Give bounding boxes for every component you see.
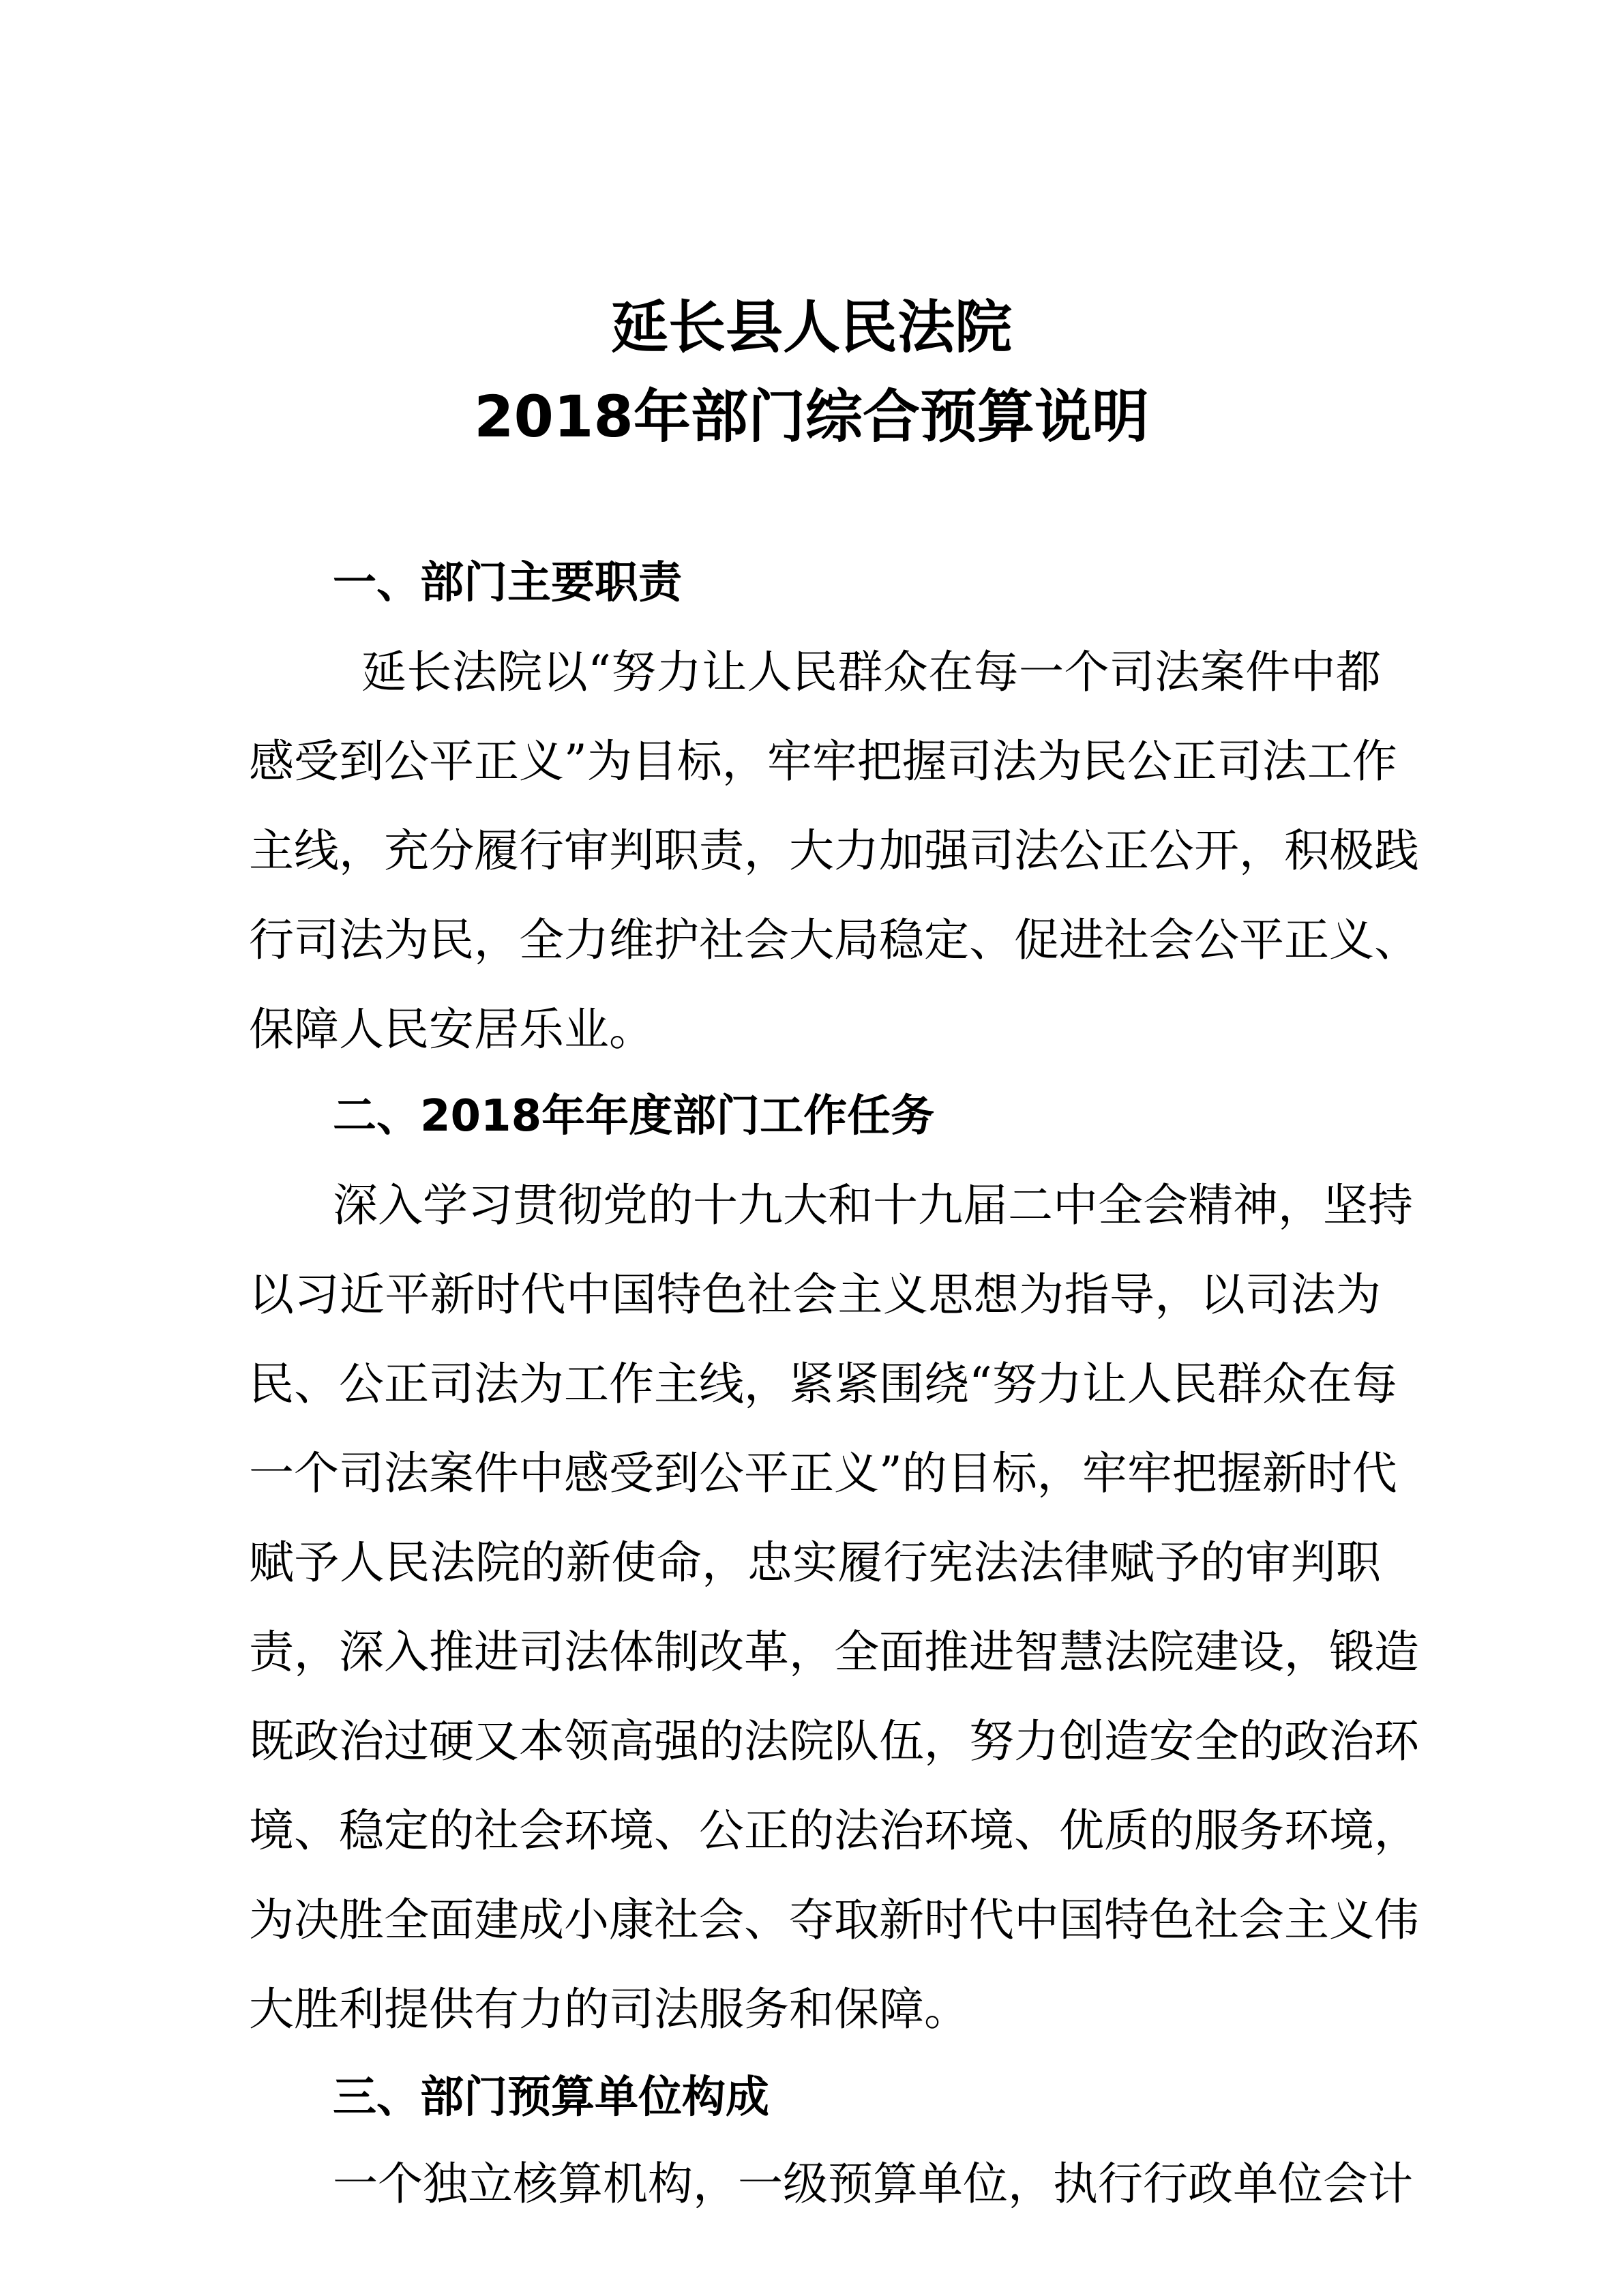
paragraph-line: 境、稳定的社会环境、公正的法治环境、优质的服务环境， (249, 1804, 1419, 1857)
paragraph-line: 为决胜全面建成小康社会、夺取新时代中国特色社会主义伟 (249, 1894, 1419, 1946)
paragraph-line: 行司法为民，全力维护社会大局稳定、促进社会公平正义、 (249, 914, 1419, 966)
paragraph-line: 延长法院以“努力让人民群众在每一个司法案件中都 (361, 646, 1381, 698)
paragraph-line: 一个独立核算机构，一级预算单位，执行行政单位会计 (333, 2158, 1413, 2210)
paragraph-line: 一个司法案件中感受到公平正义”的目标，牢牢把握新时代 (249, 1447, 1397, 1500)
paragraph-line: 大胜利提供有力的司法服务和保障。 (249, 1983, 969, 2036)
paragraph-line: 以习近平新时代中国特色社会主义思想为指导，以司法为 (249, 1268, 1381, 1321)
paragraph-line: 保障人民安居乐业。 (249, 1003, 654, 1056)
paragraph-line: 民、公正司法为工作主线，紧紧围绕“努力让人民群众在每 (249, 1358, 1397, 1410)
paragraph-line: 深入学习贯彻党的十九大和十九届二中全会精神，坚持 (333, 1179, 1413, 1232)
paragraph-line: 赋予人民法院的新使命，忠实履行宪法法律赋予的审判职 (249, 1536, 1381, 1589)
paragraph-line: 既政治过硬又本领高强的法院队伍，努力创造安全的政治环 (249, 1715, 1419, 1768)
section-heading-tasks: 二、2018年年度部门工作任务 (333, 1091, 935, 1142)
paragraph-line: 责，深入推进司法体制改革，全面推进智慧法院建设，锻造 (249, 1626, 1419, 1678)
document-title-line-1: 延长县人民法院 (610, 294, 1012, 361)
section-heading-units: 三、部门预算单位构成 (333, 2072, 769, 2123)
section-heading-duties: 一、部门主要职责 (333, 558, 682, 608)
document-title-line-2: 2018年部门综合预算说明 (474, 383, 1149, 450)
paragraph-line: 感受到公平正义”为目标，牢牢把握司法为民公正司法工作 (249, 735, 1397, 788)
paragraph-line: 主线，充分履行审判职责，大力加强司法公正公开，积极践 (249, 824, 1419, 877)
